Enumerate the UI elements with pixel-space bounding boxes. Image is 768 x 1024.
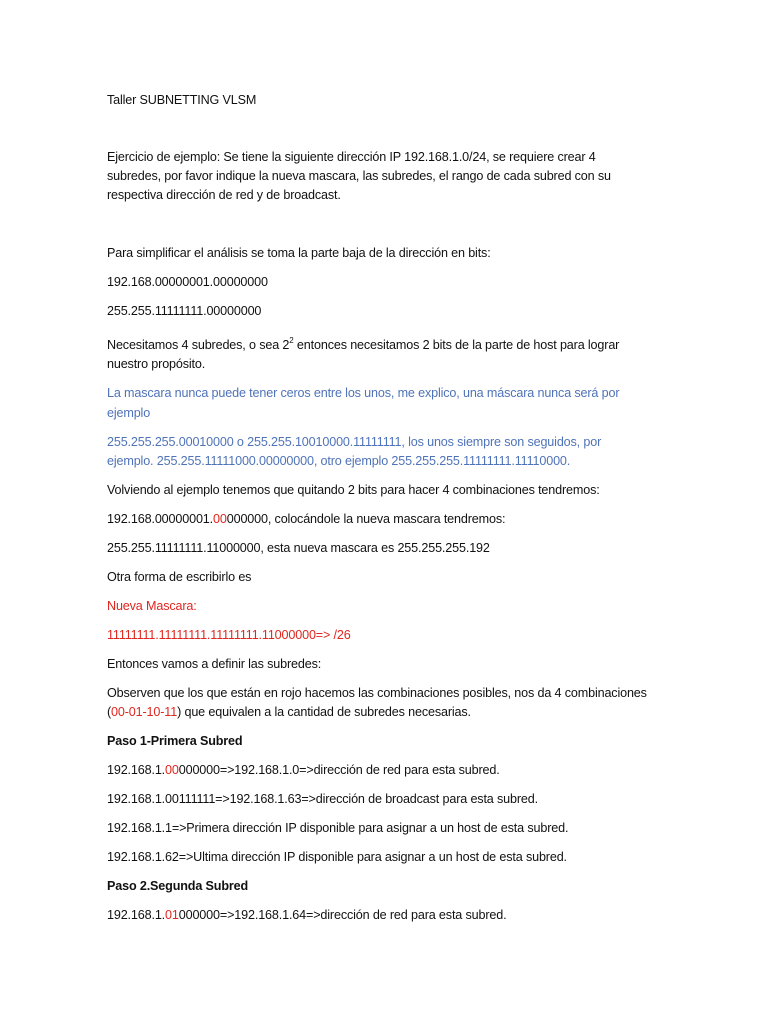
subnet-1-network-red: 00 [165,763,179,777]
subnet-1-network-line [107,761,667,780]
need-subnets-line-1 [107,336,667,355]
need-subnets-text-b: entonces necesitamos 2 bits de la parte de host para lograr [293,338,620,352]
step-1-heading: Paso 1-Primera Subred [107,734,243,748]
observe-rest: ) que equivalen a la cantidad de subredes necesarias. [177,705,471,719]
subnet-1-network-suffix: 000000=>192.168.1.0=>dirección de red para esta subred. [178,763,500,777]
mask-rule-line-2: ejemplo [107,406,151,420]
ip-bits: 192.168.00000001.00000000 [107,275,268,289]
back-to-example: Volviendo al ejemplo tenemos que quitando 2 bits para hacer 4 combinaciones tendremos: [107,483,600,497]
subnet-1-broadcast-line: 192.168.1.00111111=>192.168.1.63=>dirección de broadcast para esta subred. [107,792,538,806]
borrowed-bits-red: 00 [213,512,227,526]
subnet-2-network-red: 01 [165,908,179,922]
exercise-text-line-2: subredes, por favor indique la nueva mascara, las subredes, el rango de cada subred con su [107,169,611,183]
borrowed-bits-line [107,510,667,529]
simplify-text: Para simplificar el análisis se toma la parte baja de la dirección en bits: [107,246,491,260]
observe-line-1: Observen que los que están en rojo hacemos las combinaciones posibles, nos da 4 combinaciones [107,686,647,700]
exponent: 2 [289,336,294,345]
subnet-2-network-prefix: 192.168.1. [107,908,166,922]
observe-line-2 [107,703,667,722]
subnet-2-network-line [107,906,667,925]
observe-open-paren: ( [107,705,112,719]
new-mask-label: Nueva Mascara: [107,599,197,613]
mask-bits: 255.255.11111111.00000000 [107,304,262,318]
mask-rule-line-1: La mascara nunca puede tener ceros entre los unos, me explico, una máscara nunca será por [107,386,620,400]
other-way-text: Otra forma de escribirlo es [107,570,252,584]
document-title: Taller SUBNETTING VLSM [107,93,257,107]
exercise-text-line-1: Ejercicio de ejemplo: Se tiene la siguiente dirección IP 192.168.1.0/24, se requiere crear 4 [107,150,596,164]
subnet-1-network-prefix: 192.168.1. [107,763,166,777]
subnet-1-last-host-line: 192.168.1.62=>Ultima dirección IP disponible para asignar a un host de esta subred. [107,850,567,864]
new-mask-bits: 11111111.11111111.11111111.11000000=> /26 [107,628,351,642]
borrowed-bits-suffix: 000000, colocándole la nueva mascara tendremos: [226,512,506,526]
define-subnets-text: Entonces vamos a definir las subredes: [107,657,322,671]
mask-rule-line-4: ejemplo. 255.255.11111000.00000000, otro ejemplo 255.255.255.11111111.11110000. [107,454,571,468]
step-2-heading: Paso 2.Segunda Subred [107,879,249,893]
observe-combinations: 00-01-10-11 [111,705,178,719]
exercise-text-line-3: respectiva dirección de red y de broadcast. [107,188,341,202]
mask-rule-line-3: 255.255.255.00010000 o 255.255.10010000.11111111, los unos siempre son seguidos, por [107,435,602,449]
need-subnets-line-2: nuestro propósito. [107,357,206,371]
subnet-1-first-host-line: 192.168.1.1=>Primera dirección IP disponible para asignar a un host de esta subred. [107,821,569,835]
borrowed-bits-prefix: 192.168.00000001. [107,512,214,526]
subnet-2-network-suffix: 000000=>192.168.1.64=>dirección de red para esta subred. [178,908,507,922]
new-mask-line: 255.255.11111111.11000000, esta nueva mascara es 255.255.255.192 [107,541,490,555]
need-subnets-text-a: Necesitamos 4 subredes, o sea 2 [107,338,290,352]
